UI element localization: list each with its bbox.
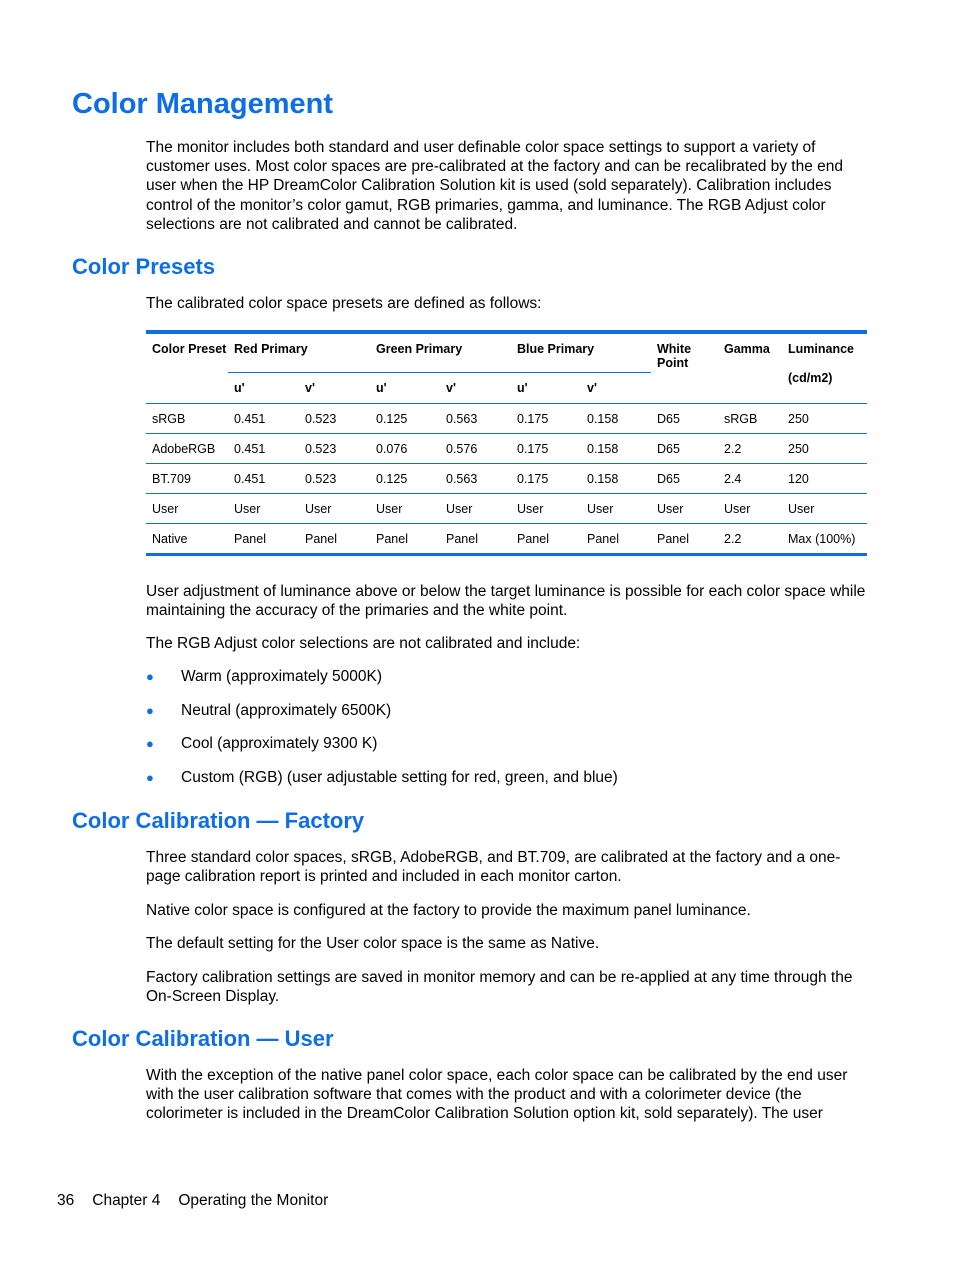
table-cell: User	[651, 494, 718, 524]
table-cell: User	[581, 494, 651, 524]
table-cell: 0.175	[511, 464, 581, 494]
section-heading-color-presets: Color Presets	[72, 254, 216, 279]
table-cell: D65	[651, 434, 718, 464]
table-cell: 0.158	[581, 404, 651, 434]
section-heading-factory-calibration: Color Calibration — Factory	[72, 808, 365, 833]
table-cell: Panel	[305, 531, 337, 546]
header-luminance	[782, 332, 867, 404]
table-cell: Panel	[657, 531, 689, 546]
table-cell: 2.2	[718, 434, 782, 464]
page-footer	[57, 1192, 346, 1210]
color-presets-table	[146, 330, 867, 556]
header-luminance-unit: (cd/m2)	[788, 371, 833, 385]
presets-lead: The calibrated color space presets are defined as follows:	[146, 295, 542, 312]
user-paragraph-1: With the exception of the native panel color space, each color space can be calibrated by the end user with the user calibration software that comes with the product and with a colorimeter device (the colorimeter is included in the DreamColor Calibration Solution option kit, sold separately). The user	[146, 1067, 848, 1123]
table-cell: 0.076	[370, 434, 440, 464]
table-cell: User	[718, 494, 782, 524]
header-red-u: u'	[228, 373, 299, 404]
header-red-primary: Red Primary	[228, 332, 370, 373]
table-cell: D65	[651, 404, 718, 434]
table-cell: 0.451	[228, 404, 299, 434]
table-cell: 0.451	[228, 464, 299, 494]
table-cell: User	[146, 494, 228, 524]
table-cell: 0.576	[440, 434, 511, 464]
table-cell: 0.563	[440, 404, 511, 434]
table-cell: 0.175	[511, 404, 581, 434]
header-blue-v: v'	[581, 373, 651, 404]
header-green-primary: Green Primary	[370, 332, 511, 373]
table-cell: 0.125	[370, 464, 440, 494]
factory-paragraph-1: Three standard color spaces, sRGB, AdobeRGB, and BT.709, are calibrated at the factory and a one-page calibration report is printed and included in each monitor carton.	[146, 849, 841, 886]
table-cell: User	[511, 494, 581, 524]
table-cell: 0.523	[299, 434, 370, 464]
table-cell: Max (100%)	[788, 531, 856, 546]
table-row	[146, 404, 867, 434]
table-cell: Panel	[587, 531, 619, 546]
list-item: ● Neutral (approximately 6500K)	[146, 701, 392, 719]
table-cell: User	[228, 494, 299, 524]
table-cell: 0.158	[581, 464, 651, 494]
header-green-v: v'	[440, 373, 511, 404]
rgb-adjust-list	[146, 667, 618, 801]
table-row	[146, 434, 867, 464]
table-cell: sRGB	[146, 404, 228, 434]
table-cell: AdobeRGB	[146, 434, 228, 464]
table-cell: Panel	[446, 531, 478, 546]
after-table-paragraph: User adjustment of luminance above or below the target luminance is possible for each color space while maintaining the accuracy of the primaries and the white point.	[146, 583, 866, 620]
table-row	[146, 524, 867, 555]
header-blue-u: u'	[511, 373, 581, 404]
table-cell: 0.451	[228, 434, 299, 464]
bullet-icon: ●	[146, 669, 154, 684]
table-cell: BT.709	[146, 464, 228, 494]
list-item: ● Warm (approximately 5000K)	[146, 668, 382, 685]
list-item: ● Cool (approximately 9300 K)	[146, 735, 378, 753]
header-luminance-label: Luminance	[788, 342, 854, 356]
table-cell: 0.523	[299, 404, 370, 434]
header-color-preset: Color Preset	[146, 332, 228, 404]
table-cell: 250	[782, 404, 867, 434]
table-cell: D65	[651, 464, 718, 494]
list-item: ● Custom (RGB) (user adjustable setting for red, green, and blue)	[146, 768, 618, 786]
page-number: 36	[57, 1192, 75, 1209]
table-cell: 2.4	[718, 464, 782, 494]
table-cell: Panel	[234, 531, 266, 546]
table-cell: Native	[152, 531, 188, 546]
table-cell: 0.175	[511, 434, 581, 464]
table-cell: sRGB	[718, 404, 782, 434]
table-cell: 2.2	[724, 531, 742, 546]
table-cell: 0.563	[440, 464, 511, 494]
table-cell: Panel	[517, 531, 549, 546]
bullet-icon: ●	[146, 769, 154, 785]
table-cell: 250	[782, 434, 867, 464]
section-heading-user-calibration: Color Calibration — User	[72, 1026, 334, 1051]
footer-chapter-title: Operating the Monitor	[178, 1192, 329, 1209]
header-green-u: u'	[370, 373, 440, 404]
table-cell: User	[299, 494, 370, 524]
table-row	[146, 494, 867, 524]
table-cell: 120	[782, 464, 867, 494]
table-row	[146, 464, 867, 494]
table-cell: Panel	[376, 531, 408, 546]
table-cell: User	[370, 494, 440, 524]
table-cell: User	[440, 494, 511, 524]
header-blue-primary: Blue Primary	[511, 332, 651, 373]
factory-paragraph-3: The default setting for the User color space is the same as Native.	[146, 935, 600, 952]
table-cell: 0.523	[299, 464, 370, 494]
intro-paragraph: The monitor includes both standard and user definable color space settings to support a variety of customer uses. Most color spaces are pre-calibrated at the factory and can be recalibrated by the end user when the HP DreamColor Calibration Solution kit is used (sold separately). Calibration includes control of the monitor’s color gamut, RGB primaries, gamma, and luminance. The RGB Adjust color selections are not calibrated and cannot be calibrated.	[146, 139, 844, 233]
factory-paragraph-4: Factory calibration settings are saved in monitor memory and can be re-applied at any time through the On-Screen Display.	[146, 969, 853, 1006]
header-white-point: White Point	[651, 332, 718, 404]
footer-chapter: Chapter 4	[92, 1192, 161, 1209]
table-cell: 0.125	[370, 404, 440, 434]
header-red-v: v'	[299, 373, 370, 404]
bullet-icon: ●	[146, 736, 154, 752]
factory-paragraph-2: Native color space is configured at the factory to provide the maximum panel luminance.	[146, 902, 751, 919]
bullet-icon: ●	[146, 702, 154, 718]
table-cell: User	[782, 494, 867, 524]
table-cell: 0.158	[581, 434, 651, 464]
page-title: Color Management	[72, 88, 334, 120]
rgb-adjust-lead: The RGB Adjust color selections are not calibrated and include:	[146, 635, 581, 652]
header-gamma: Gamma	[718, 332, 782, 404]
